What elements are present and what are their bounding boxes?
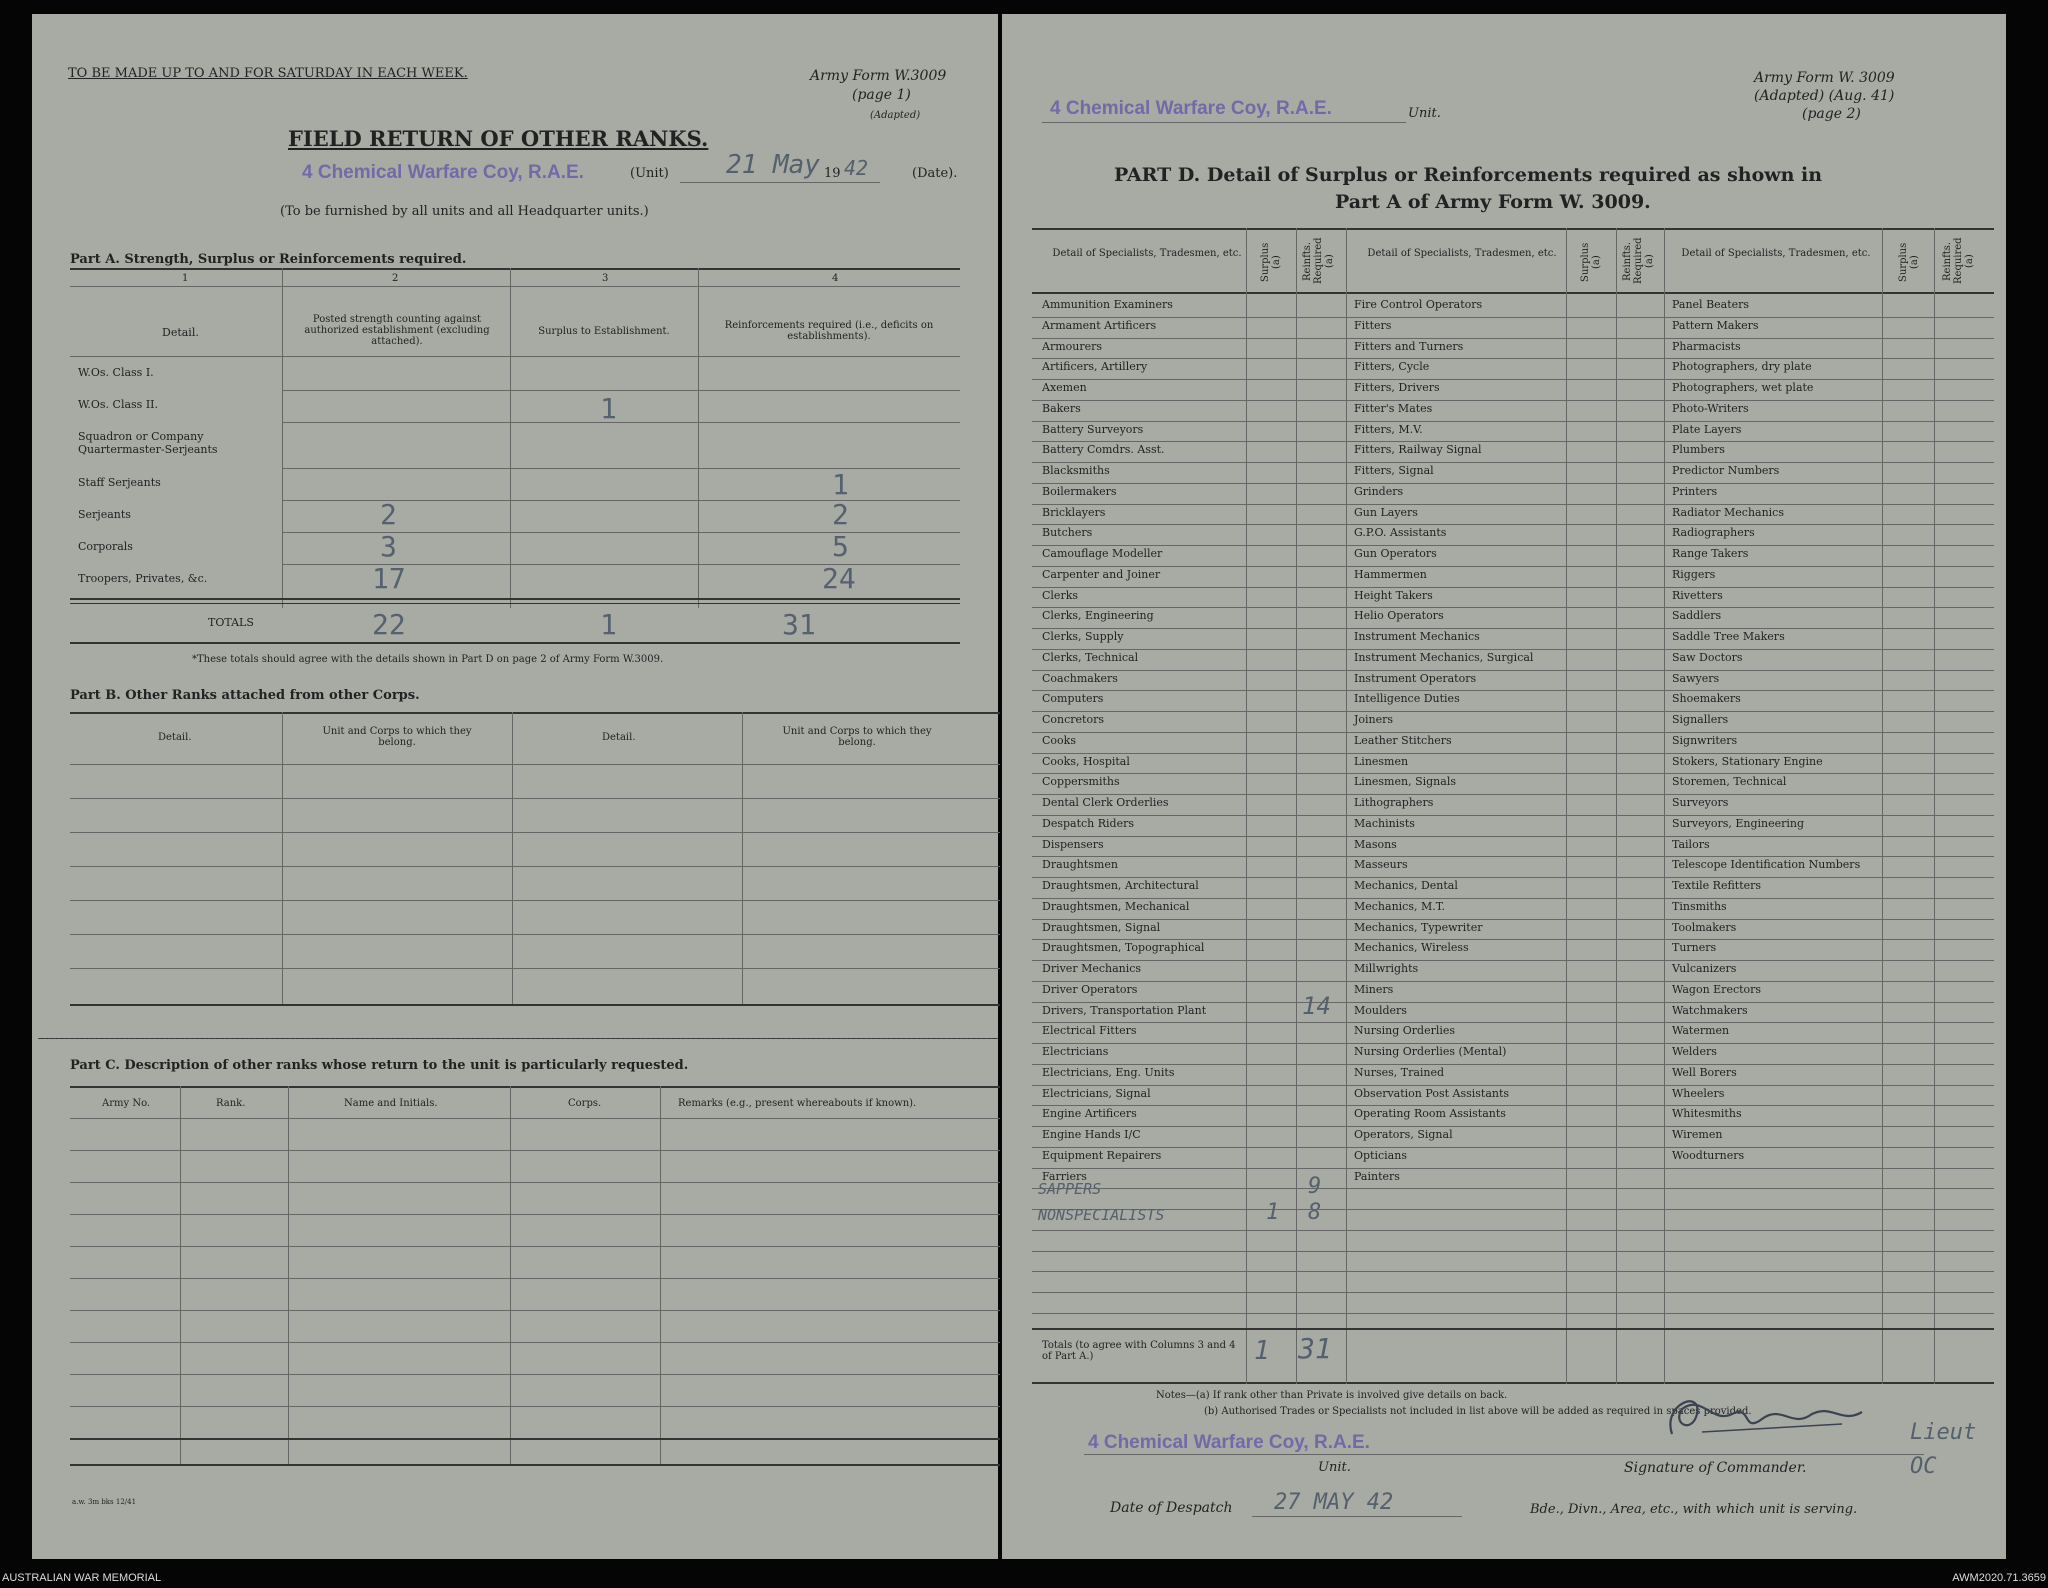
part-c-header-name: Name and Initials. (344, 1098, 438, 1109)
specialist-1-26: Dispensers (1042, 837, 1104, 851)
ssgt-reinf-value: 1 (832, 468, 849, 501)
specialist-2-21: Leather Stitchers (1354, 733, 1452, 747)
specialist-2-34: Moulders (1354, 1003, 1407, 1017)
ptes-reinf-value: 24 (822, 562, 856, 595)
specialist-3-33: Wagon Erectors (1672, 982, 1762, 996)
specialist-1-19: Computers (1042, 692, 1104, 706)
table-rule (1032, 1002, 1994, 1003)
table-rule (1032, 1105, 1994, 1106)
nonspecialists-surplus-value: 1 (1266, 1200, 1280, 1225)
col-number-3: 3 (602, 273, 609, 284)
specialist-3-6: Plate Layers (1672, 422, 1742, 436)
bde-label: Bde., Divn., Area, etc., with which unit is serving. (1530, 1502, 1858, 1517)
specialist-3-24: Surveyors (1672, 796, 1729, 809)
part-b-header-unit-1: Unit and Corps to which they belong. (322, 726, 472, 748)
specialist-1-8: Blacksmiths (1042, 464, 1110, 477)
unit-label-bottom: Unit. (1318, 1460, 1351, 1475)
col-number-4: 4 (832, 273, 839, 284)
part-b-title: Part B. Other Ranks attached from other Corps. (70, 688, 420, 703)
table-rule (1032, 1126, 1994, 1127)
footer-accession: AWM2020.71.3659 (1952, 1572, 2046, 1584)
specialist-3-29: Tinsmiths (1672, 899, 1727, 913)
part-c-header-corps: Corps. (568, 1098, 602, 1109)
handwritten-row-sappers: SAPPERS (1038, 1180, 1102, 1198)
specialist-2-6: Fitters, M.V. (1354, 422, 1423, 436)
year-prefix: 19 (824, 166, 841, 181)
row-detail-sgt: Serjeants (78, 508, 131, 521)
part-a-footnote: *These totals should agree with the details shown in Part D on page 2 of Army Form W.3009. (192, 654, 664, 665)
specialist-1-28: Draughtsmen, Architectural (1042, 879, 1199, 892)
cpl-reinf-value: 5 (832, 530, 849, 563)
form-page-p2: (page 2) (1802, 106, 1861, 122)
form-title: FIELD RETURN OF OTHER RANKS. (288, 126, 709, 151)
part-b-header-detail-1: Detail. (158, 732, 192, 743)
part-a-top-rule (70, 268, 960, 270)
specialist-3-22: Stokers, Stationary Engine (1672, 754, 1823, 768)
sgt-posted-value: 2 (380, 498, 397, 531)
table-rule (1032, 981, 1994, 982)
totals-posted-value: 22 (372, 608, 406, 641)
table-rule (1032, 317, 1994, 318)
table-rule (1032, 1147, 1994, 1148)
specialist-2-0: Fire Control Operators (1354, 298, 1483, 311)
specialist-2-33: Miners (1354, 982, 1394, 996)
table-rule (1032, 1230, 1994, 1231)
specialist-2-13: Hammermen (1354, 567, 1427, 581)
table-rule (1032, 877, 1994, 878)
adapted-note-p2: (Adapted) (Aug. 41) (1754, 88, 1895, 104)
table-rule (1032, 1043, 1994, 1044)
specialist-1-32: Driver Mechanics (1042, 962, 1142, 975)
specialist-2-30: Mechanics, Typewriter (1354, 920, 1483, 934)
specialist-1-5: Bakers (1042, 401, 1081, 415)
table-rule (1032, 753, 1994, 754)
table-rule (1032, 441, 1994, 442)
part-b-header-detail-2: Detail. (602, 732, 636, 743)
sgt-reinf-value: 2 (832, 498, 849, 531)
specialist-3-36: Welders (1672, 1045, 1717, 1058)
specialist-1-24: Dental Clerk Orderlies (1042, 796, 1169, 809)
despatch-date-handwritten: 27 MAY 42 (1274, 1490, 1394, 1515)
specialist-2-3: Fitters, Cycle (1354, 360, 1430, 374)
commander-signature (1642, 1384, 1882, 1454)
specialist-1-41: Equipment Repairers (1042, 1148, 1162, 1162)
note-b: (b) Authorised Trades or Specialists not included in list above will be added as required in spaces provided. (1204, 1406, 1752, 1417)
col3-surplus-header: Surplus (a) (1898, 242, 1920, 282)
form-page-1 (32, 14, 998, 1559)
part-d-totals-surplus: 1 (1254, 1336, 1270, 1366)
specialist-1-37: Electricians, Eng. Units (1042, 1065, 1175, 1079)
row-detail-ptes: Troopers, Privates, &c. (78, 572, 208, 585)
specialist-1-42: Farriers (1042, 1169, 1087, 1183)
specialist-2-38: Observation Post Assistants (1354, 1086, 1510, 1100)
furnish-note: (To be furnished by all units and all Headquarter units.) (280, 204, 649, 219)
ptes-posted-value: 17 (372, 562, 406, 595)
specialist-2-16: Instrument Mechanics (1354, 630, 1480, 643)
specialist-1-35: Electrical Fitters (1042, 1024, 1137, 1038)
specialist-2-31: Mechanics, Wireless (1354, 941, 1469, 955)
specialist-2-27: Masseurs (1354, 858, 1408, 872)
table-rule (1032, 462, 1994, 463)
adapted-note: (Adapted) (870, 110, 921, 121)
specialist-3-9: Printers (1672, 484, 1718, 498)
specialist-1-3: Artificers, Artillery (1042, 360, 1148, 374)
top-note: TO BE MADE UP TO AND FOR SATURDAY IN EACH WEEK. (68, 66, 468, 81)
specialist-3-35: Watermen (1672, 1024, 1730, 1038)
col3-header: Detail of Specialists, Tradesmen, etc. (1681, 248, 1871, 259)
table-rule (1032, 1313, 1994, 1314)
specialist-2-20: Joiners (1354, 713, 1394, 726)
table-rule (1032, 566, 1994, 567)
specialist-1-11: Butchers (1042, 526, 1093, 540)
signature-label: Signature of Commander. (1624, 1460, 1807, 1476)
specialist-2-18: Instrument Operators (1354, 671, 1477, 685)
specialist-2-42: Painters (1354, 1169, 1400, 1183)
part-d-title: PART D. Detail of Surplus or Reinforcements required as shown in (1114, 164, 1823, 186)
unit-stamp: 4 Chemical Warfare Coy, R.A.E. (302, 162, 584, 183)
col1-surplus-header: Surplus (a) (1260, 242, 1282, 282)
nonspecialists-reinf-value: 8 (1308, 1200, 1322, 1225)
specialist-3-32: Vulcanizers (1672, 962, 1737, 975)
specialist-3-14: Rivetters (1672, 588, 1723, 602)
specialist-2-26: Masons (1354, 837, 1397, 851)
specialist-1-10: Bricklayers (1042, 505, 1106, 519)
unit-stamp-bottom: 4 Chemical Warfare Coy, R.A.E. (1088, 1432, 1370, 1453)
table-rule (1032, 960, 1994, 961)
table-rule (1032, 836, 1994, 837)
table-rule (1032, 504, 1994, 505)
col1-reinf-header: Reinfts. Required (a) (1302, 237, 1335, 285)
row-detail-wo2: W.Os. Class II. (78, 398, 159, 411)
specialist-1-34: Drivers, Transportation Plant (1042, 1003, 1207, 1017)
specialist-2-29: Mechanics, M.T. (1354, 899, 1445, 913)
specialist-3-16: Saddle Tree Makers (1672, 630, 1785, 643)
specialist-1-6: Battery Surveyors (1042, 422, 1144, 436)
table-rule (1032, 856, 1994, 857)
date-handwritten: 21 May (726, 150, 820, 180)
totals-label: TOTALS (208, 616, 254, 629)
table-rule (1032, 919, 1994, 920)
specialist-2-9: Grinders (1354, 484, 1404, 498)
specialist-1-12: Camouflage Modeller (1042, 547, 1163, 560)
specialist-2-19: Intelligence Duties (1354, 692, 1460, 706)
specialist-3-28: Textile Refitters (1672, 879, 1762, 892)
table-rule (1032, 358, 1994, 359)
specialist-3-30: Toolmakers (1672, 920, 1737, 934)
specialist-3-20: Signallers (1672, 713, 1729, 726)
specialist-2-12: Gun Operators (1354, 547, 1437, 560)
specialist-3-39: Whitesmiths (1672, 1107, 1742, 1121)
table-rule (1032, 607, 1994, 608)
specialist-2-14: Height Takers (1354, 588, 1433, 602)
specialist-2-28: Mechanics, Dental (1354, 879, 1458, 892)
specialist-2-39: Operating Room Assistants (1354, 1107, 1506, 1121)
table-rule (1032, 1085, 1994, 1086)
specialist-2-36: Nursing Orderlies (Mental) (1354, 1045, 1507, 1058)
specialist-1-4: Axemen (1042, 381, 1087, 394)
col-header-surplus: Surplus to Establishment. (538, 326, 670, 337)
table-rule (1032, 732, 1994, 733)
specialist-3-23: Storemen, Technical (1672, 775, 1787, 789)
specialist-3-18: Sawyers (1672, 671, 1720, 685)
specialist-2-40: Operators, Signal (1354, 1128, 1453, 1141)
specialist-1-33: Driver Operators (1042, 982, 1138, 996)
table-rule (1032, 898, 1994, 899)
part-d-totals-label: Totals (to agree with Columns 3 and 4 of Part A.) (1042, 1340, 1236, 1362)
table-rule (1032, 1251, 1994, 1252)
specialist-1-38: Electricians, Signal (1042, 1086, 1151, 1100)
specialist-2-32: Millwrights (1354, 962, 1419, 975)
specialist-1-29: Draughtsmen, Mechanical (1042, 899, 1190, 913)
specialist-2-24: Lithographers (1354, 796, 1434, 809)
specialist-1-20: Concretors (1042, 713, 1104, 726)
specialist-1-36: Electricians (1042, 1045, 1109, 1058)
table-rule (1032, 400, 1994, 401)
part-c-header-armyno: Army No. (102, 1098, 151, 1109)
specialist-1-16: Clerks, Supply (1042, 630, 1124, 643)
specialist-3-40: Wiremen (1672, 1128, 1723, 1141)
table-rule (1032, 628, 1994, 629)
table-rule (1032, 1292, 1994, 1293)
specialist-2-5: Fitter's Mates (1354, 401, 1433, 415)
specialist-3-19: Shoemakers (1672, 692, 1741, 706)
form-page: (page 1) (852, 87, 911, 103)
specialist-3-3: Photographers, dry plate (1672, 360, 1812, 374)
table-rule (1032, 338, 1994, 339)
table-rule (1032, 379, 1994, 380)
col2-header: Detail of Specialists, Tradesmen, etc. (1367, 248, 1557, 259)
handwritten-row-nonspecialists: NONSPECIALISTS (1038, 1206, 1165, 1224)
wo2-surplus-value: 1 (600, 392, 617, 425)
sappers-reinf-value: 9 (1308, 1174, 1322, 1199)
specialist-3-12: Range Takers (1672, 547, 1749, 560)
specialist-1-9: Boilermakers (1042, 484, 1117, 498)
specialist-3-17: Saw Doctors (1672, 650, 1743, 664)
specialist-3-34: Watchmakers (1672, 1003, 1748, 1017)
specialist-2-7: Fitters, Railway Signal (1354, 443, 1482, 457)
part-c-title: Part C. Description of other ranks whose return to the unit is particularly requested. (70, 1058, 689, 1073)
table-rule (1032, 1168, 1994, 1169)
specialist-3-38: Wheelers (1672, 1086, 1725, 1100)
specialist-1-17: Clerks, Technical (1042, 650, 1139, 664)
specialist-1-1: Armament Artificers (1042, 318, 1157, 332)
unit-label-top: Unit. (1408, 106, 1441, 121)
date-line (680, 182, 880, 183)
table-rule (1032, 1022, 1994, 1023)
specialist-1-14: Clerks (1042, 588, 1079, 602)
col2-surplus-header: Surplus (a) (1580, 242, 1602, 282)
specialist-1-23: Coppersmiths (1042, 775, 1120, 789)
specialist-2-37: Nurses, Trained (1354, 1065, 1445, 1079)
date-label: (Date). (912, 166, 958, 181)
specialist-2-2: Fitters and Turners (1354, 339, 1464, 353)
specialist-1-22: Cooks, Hospital (1042, 754, 1130, 768)
specialist-3-1: Pattern Makers (1672, 318, 1759, 332)
specialist-1-39: Engine Artificers (1042, 1107, 1137, 1121)
col-header-detail: Detail. (162, 326, 199, 339)
specialist-2-1: Fitters (1354, 318, 1392, 332)
specialist-2-17: Instrument Mechanics, Surgical (1354, 650, 1534, 664)
specialist-3-31: Turners (1672, 941, 1717, 955)
specialist-2-11: G.P.O. Assistants (1354, 526, 1447, 540)
footer-archive: AUSTRALIAN WAR MEMORIAL (2, 1572, 162, 1584)
row-detail-cqms: Squadron or Company Quartermaster-Serjeants (78, 430, 218, 456)
specialist-3-37: Well Borers (1672, 1065, 1737, 1079)
unit-stamp-top: 4 Chemical Warfare Coy, R.A.E. (1050, 98, 1332, 119)
row-detail-cpl: Corporals (78, 540, 133, 553)
table-rule (1032, 649, 1994, 650)
specialist-3-27: Telescope Identification Numbers (1672, 858, 1861, 872)
specialist-2-4: Fitters, Drivers (1354, 381, 1440, 394)
specialist-1-2: Armourers (1042, 339, 1103, 353)
specialist-3-4: Photographers, wet plate (1672, 381, 1814, 394)
table-rule (1032, 690, 1994, 691)
specialist-3-0: Panel Beaters (1672, 298, 1750, 311)
specialist-3-8: Predictor Numbers (1672, 464, 1780, 477)
specialist-3-10: Radiator Mechanics (1672, 505, 1784, 519)
table-rule (1032, 1188, 1994, 1189)
table-rule (1032, 587, 1994, 588)
unit-label: (Unit) (630, 166, 669, 181)
specialist-1-18: Coachmakers (1042, 671, 1118, 685)
table-rule (1032, 939, 1994, 940)
table-rule (1032, 670, 1994, 671)
specialist-1-30: Draughtsmen, Signal (1042, 920, 1161, 934)
specialist-2-10: Gun Layers (1354, 505, 1418, 519)
part-a-title: Part A. Strength, Surplus or Reinforcements required. (70, 252, 467, 267)
specialist-1-15: Clerks, Engineering (1042, 609, 1154, 623)
table-rule (1032, 483, 1994, 484)
table-rule (1032, 421, 1994, 422)
specialist-1-31: Draughtsmen, Topographical (1042, 941, 1205, 955)
specialist-1-27: Draughtsmen (1042, 858, 1118, 872)
specialist-3-2: Pharmacists (1672, 339, 1741, 353)
specialist-3-15: Saddlers (1672, 609, 1722, 623)
specialist-1-21: Cooks (1042, 733, 1076, 747)
table-rule (1032, 815, 1994, 816)
row-detail-wo1: W.Os. Class I. (78, 366, 154, 379)
part-d-totals-reinf: 31 (1298, 1332, 1332, 1365)
part-c-header-remarks: Remarks (e.g., present whereabouts if known). (678, 1098, 917, 1109)
col-number-2: 2 (392, 273, 399, 284)
specialist-3-26: Tailors (1672, 837, 1710, 851)
part-c-header-rank: Rank. (216, 1098, 246, 1109)
totals-surplus-value: 1 (600, 608, 617, 641)
print-code: a.w. 3m bks 12/41 (72, 1498, 137, 1506)
row-detail-ssgt: Staff Serjeants (78, 476, 161, 489)
specialist-1-13: Carpenter and Joiner (1042, 567, 1161, 581)
cpl-posted-value: 3 (380, 530, 397, 563)
table-rule (1032, 1064, 1994, 1065)
specialist-3-25: Surveyors, Engineering (1672, 816, 1805, 830)
specialist-1-7: Battery Comdrs. Asst. (1042, 443, 1165, 457)
part-b-header-unit-2: Unit and Corps to which they belong. (782, 726, 932, 748)
note-a: Notes—(a) If rank other than Private is involved give details on back. (1156, 1390, 1508, 1401)
form-id: Army Form W.3009 (810, 68, 947, 84)
table-rule (1032, 1209, 1994, 1210)
part-d-subtitle: Part A of Army Form W. 3009. (1335, 191, 1651, 213)
year-handwritten: 42 (844, 156, 869, 180)
moulders-reinf-value: 14 (1302, 992, 1331, 1020)
specialist-1-0: Ammunition Examiners (1042, 298, 1173, 311)
specialist-2-23: Linesmen, Signals (1354, 775, 1456, 789)
specialist-2-8: Fitters, Signal (1354, 464, 1434, 477)
specialist-2-15: Helio Operators (1354, 609, 1444, 623)
col3-reinf-header: Reinfts. Required (a) (1942, 237, 1975, 285)
col1-header: Detail of Specialists, Tradesmen, etc. (1052, 248, 1242, 259)
table-rule (1032, 545, 1994, 546)
specialist-3-11: Radiographers (1672, 526, 1755, 540)
table-rule (1032, 524, 1994, 525)
totals-reinf-value: 31 (782, 608, 816, 641)
specialist-1-25: Despatch Riders (1042, 816, 1134, 830)
specialist-2-22: Linesmen (1354, 754, 1409, 768)
specialist-2-35: Nursing Orderlies (1354, 1024, 1456, 1038)
col-header-posted: Posted strength counting against authorized establishment (excluding attached). (304, 314, 490, 347)
table-rule (1032, 1271, 1994, 1272)
specialist-3-21: Signwriters (1672, 733, 1738, 747)
table-rule (1032, 711, 1994, 712)
tear-line (38, 1038, 998, 1039)
specialist-2-41: Opticians (1354, 1148, 1407, 1162)
specialist-3-7: Plumbers (1672, 443, 1725, 457)
despatch-label: Date of Despatch (1110, 1500, 1233, 1516)
specialist-3-5: Photo-Writers (1672, 401, 1749, 415)
specialist-3-13: Riggers (1672, 567, 1716, 581)
form-id-p2: Army Form W. 3009 (1754, 70, 1895, 86)
specialist-1-40: Engine Hands I/C (1042, 1128, 1141, 1141)
col2-reinf-header: Reinfts. Required (a) (1622, 237, 1655, 285)
specialist-3-41: Woodturners (1672, 1148, 1745, 1162)
signature-rank-handwritten: Lieut OC (1910, 1420, 1977, 1479)
col-header-reinf: Reinforcements required (i.e., deficits on establishments). (724, 320, 934, 342)
col-number-1: 1 (182, 273, 189, 284)
table-rule (1032, 773, 1994, 774)
form-page-2 (1002, 14, 2006, 1559)
table-rule (1032, 794, 1994, 795)
specialist-2-25: Machinists (1354, 816, 1415, 830)
